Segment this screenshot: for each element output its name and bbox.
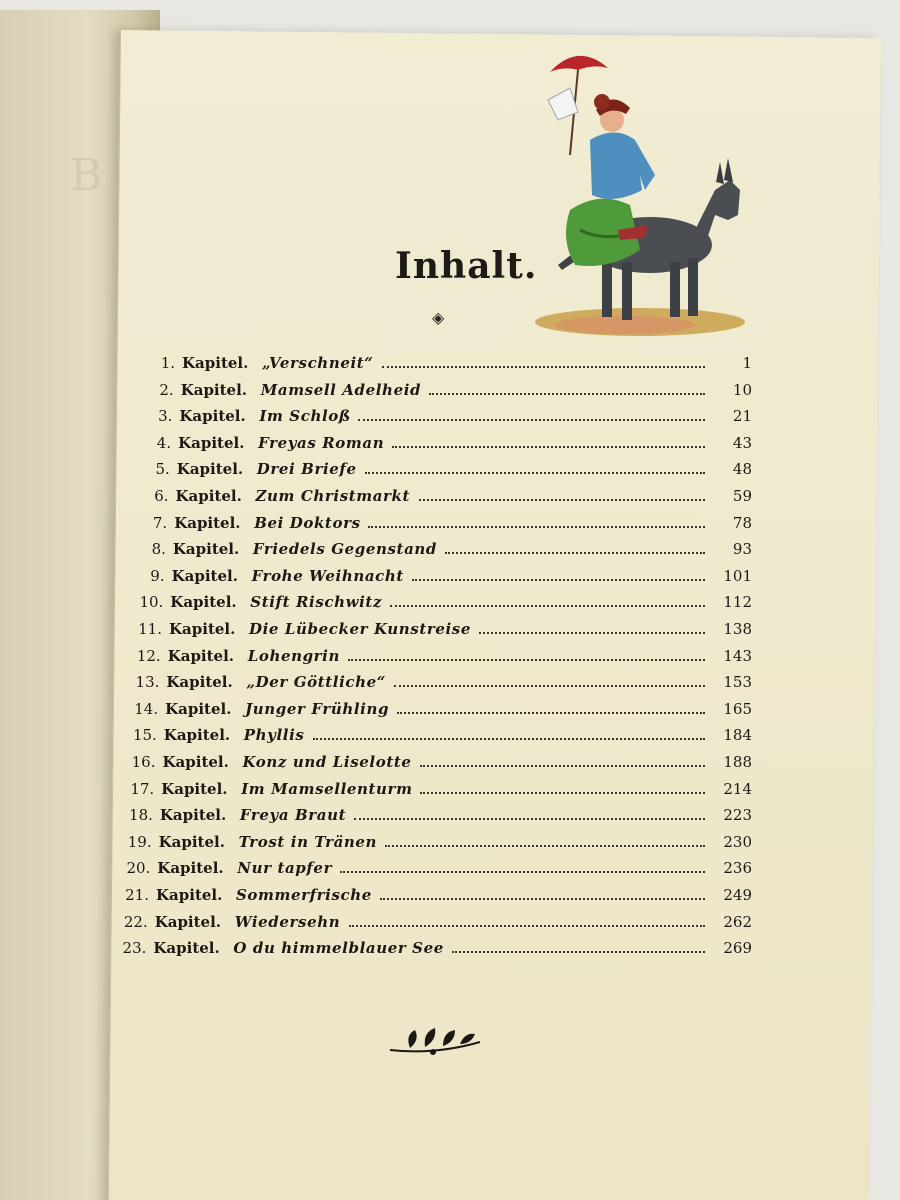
toc-chapter-number: 23.: [122, 939, 147, 958]
toc-entry: [0, 722, 900, 748]
toc-leader-dots: [380, 888, 705, 900]
toc-leader-dots: [354, 808, 705, 820]
toc-chapter-number: 2.: [159, 380, 174, 399]
toc-page-number: 59: [732, 487, 752, 505]
toc-page-number: 236: [723, 859, 752, 878]
toc-chapter-number: 13.: [135, 673, 160, 692]
toc-chapter-title: Stift Rischwitz: [250, 593, 383, 612]
toc-chapter-title: Drei Briefe: [256, 460, 357, 479]
toc-chapter-label: Kapitel.: [166, 673, 233, 692]
toc-chapter-number: 8.: [151, 540, 166, 559]
toc-chapter-label: Kapitel.: [170, 593, 237, 612]
toc-page-number: 78: [732, 513, 752, 532]
toc-chapter-number: 16.: [131, 753, 156, 771]
toc-entry: [0, 510, 900, 536]
toc-entry: [0, 749, 900, 775]
toc-entry: [0, 456, 900, 482]
toc-entry: [0, 776, 900, 802]
toc-page-number: 43: [732, 433, 752, 452]
toc-leader-dots: [452, 941, 705, 953]
toc-page-number: 1: [742, 354, 752, 372]
toc-entry: [0, 563, 900, 589]
toc-chapter-title: Zum Christmarkt: [255, 487, 411, 505]
toc-page-number: 214: [723, 779, 752, 798]
toc-chapter-label: Kapitel.: [154, 912, 222, 931]
toc-chapter-number: 11.: [138, 620, 162, 638]
toc-chapter-title: Phyllis: [243, 726, 305, 745]
toc-chapter-label: Kapitel.: [175, 487, 242, 505]
toc-chapter-number: 20.: [126, 859, 151, 878]
toc-page-number: 143: [723, 646, 752, 665]
toc-page-number: 112: [723, 593, 752, 612]
toc-leader-dots: [420, 782, 705, 794]
toc-leader-dots: [390, 595, 705, 607]
toc-leader-dots: [412, 569, 705, 581]
toc-chapter-label: Kapitel.: [165, 699, 232, 718]
toc-entry: [0, 829, 900, 855]
toc-leader-dots: [394, 675, 705, 687]
toc-page-number: 262: [723, 912, 752, 931]
toc-leader-dots: [445, 542, 705, 554]
toc-chapter-number: 1.: [160, 354, 175, 372]
toc-chapter-title: „Der Göttliche“: [246, 673, 386, 692]
toc-chapter-title: Wiedersehn: [234, 912, 341, 931]
toc-chapter-title: Die Lübecker Kunstreise: [249, 620, 471, 638]
bleed-through-text: B: [70, 150, 103, 201]
toc-entry: [0, 802, 900, 828]
toc-chapter-label: Kapitel.: [167, 646, 235, 665]
toc-page-number: 249: [723, 886, 752, 904]
toc-entry: [0, 909, 900, 935]
toc-chapter-number: 19.: [127, 832, 152, 851]
toc-leader-dots: [382, 356, 705, 368]
toc-chapter-title: Junger Frühling: [245, 699, 390, 718]
toc-leader-dots: [349, 915, 705, 927]
toc-page-number: 188: [723, 753, 752, 771]
toc-entry: [0, 377, 900, 403]
toc-chapter-label: Kapitel.: [179, 407, 246, 426]
toc-chapter-number: 10.: [139, 593, 164, 612]
toc-chapter-label: Kapitel.: [180, 380, 248, 399]
toc-chapter-title: Im Mamsellenturm: [241, 779, 413, 798]
toc-entry: [0, 350, 900, 376]
toc-leader-dots: [313, 728, 705, 740]
page-title: Inhalt.: [395, 245, 538, 287]
toc-page-number: 21: [732, 407, 752, 426]
toc-chapter-number: 4.: [156, 433, 172, 452]
toc-page-number: 10: [732, 380, 752, 399]
toc-entry: [0, 696, 900, 722]
toc-chapter-title: Im Schloß: [259, 407, 351, 426]
toc-chapter-label: Kapitel.: [163, 726, 231, 745]
toc-entry: [0, 430, 900, 456]
toc-chapter-title: O du himmelblauer See: [233, 939, 444, 958]
toc-entry: [0, 616, 900, 642]
toc-chapter-label: Kapitel.: [157, 859, 224, 878]
toc-leader-dots: [429, 383, 705, 395]
toc-chapter-number: 12.: [136, 646, 161, 665]
toc-chapter-label: Kapitel.: [158, 832, 225, 851]
toc-chapter-label: Kapitel.: [172, 540, 240, 559]
toc-chapter-label: Kapitel.: [176, 460, 244, 479]
toc-page-number: 223: [723, 806, 752, 825]
toc-page-number: 184: [723, 726, 752, 745]
toc-entry: [0, 882, 900, 908]
leaf-ornament-icon: [385, 1020, 485, 1060]
toc-chapter-label: Kapitel.: [171, 566, 238, 585]
toc-entry: [0, 483, 900, 509]
toc-page-number: 138: [723, 620, 752, 638]
toc-leader-dots: [358, 409, 705, 421]
toc-leader-dots: [348, 649, 705, 661]
toc-chapter-title: Mamsell Adelheid: [260, 380, 422, 399]
toc-leader-dots: [365, 462, 705, 474]
toc-chapter-label: Kapitel.: [159, 806, 227, 825]
toc-entry: [0, 536, 900, 562]
toc-chapter-number: 18.: [129, 806, 153, 825]
toc-entry: [0, 935, 900, 961]
toc-chapter-label: Kapitel.: [174, 513, 241, 532]
toc-leader-dots: [420, 755, 705, 767]
toc-chapter-title: Konz und Liselotte: [242, 753, 412, 771]
toc-entry: [0, 855, 900, 881]
toc-chapter-number: 14.: [134, 699, 159, 718]
toc-chapter-number: 15.: [132, 726, 157, 745]
toc-chapter-title: „Verschneit“: [262, 354, 374, 372]
toc-leader-dots: [397, 702, 705, 714]
toc-page-number: 230: [723, 832, 752, 851]
toc-chapter-number: 22.: [123, 912, 148, 931]
woman-on-donkey-illustration: [530, 40, 760, 340]
toc-page-number: 48: [732, 460, 752, 479]
toc-leader-dots: [479, 622, 705, 634]
toc-chapter-number: 3.: [158, 407, 173, 426]
toc-chapter-title: Lohengrin: [247, 646, 340, 665]
toc-entry: [0, 403, 900, 429]
toc-chapter-label: Kapitel.: [153, 939, 220, 958]
toc-entry: [0, 669, 900, 695]
toc-chapter-title: Bei Doktors: [254, 513, 361, 532]
toc-chapter-number: 5.: [155, 460, 170, 479]
toc-entry: [0, 589, 900, 615]
toc-entry: [0, 643, 900, 669]
toc-leader-dots: [385, 835, 705, 847]
toc-chapter-label: Kapitel.: [169, 620, 236, 638]
diamond-ornament-icon: ◈: [432, 308, 445, 327]
toc-leader-dots: [340, 861, 705, 873]
toc-chapter-title: Nur tapfer: [237, 859, 333, 878]
toc-page-number: 101: [723, 566, 752, 585]
toc-page-number: 269: [723, 939, 752, 958]
toc-chapter-label: Kapitel.: [162, 753, 229, 771]
toc-chapter-title: Freyas Roman: [258, 433, 385, 452]
toc-chapter-title: Freya Braut: [239, 806, 347, 825]
toc-chapter-number: 6.: [154, 487, 169, 505]
toc-chapter-title: Sommerfrische: [236, 886, 372, 904]
toc-chapter-number: 7.: [152, 513, 168, 532]
toc-page-number: 165: [723, 699, 752, 718]
toc-chapter-number: 9.: [150, 566, 165, 585]
toc-chapter-label: Kapitel.: [156, 886, 223, 904]
toc-leader-dots: [419, 489, 705, 501]
toc-chapter-number: 17.: [130, 779, 155, 798]
toc-chapter-title: Friedels Gegenstand: [252, 540, 437, 559]
toc-chapter-title: Frohe Weihnacht: [251, 566, 404, 585]
toc-chapter-label: Kapitel.: [161, 779, 228, 798]
toc-chapter-number: 21.: [125, 886, 149, 904]
toc-page-number: 93: [732, 540, 752, 559]
toc-page-number: 153: [723, 673, 752, 692]
toc-chapter-label: Kapitel.: [182, 354, 249, 372]
toc-leader-dots: [368, 516, 705, 528]
toc-chapter-label: Kapitel.: [178, 433, 245, 452]
toc-leader-dots: [392, 436, 705, 448]
toc-chapter-title: Trost in Tränen: [238, 832, 378, 851]
